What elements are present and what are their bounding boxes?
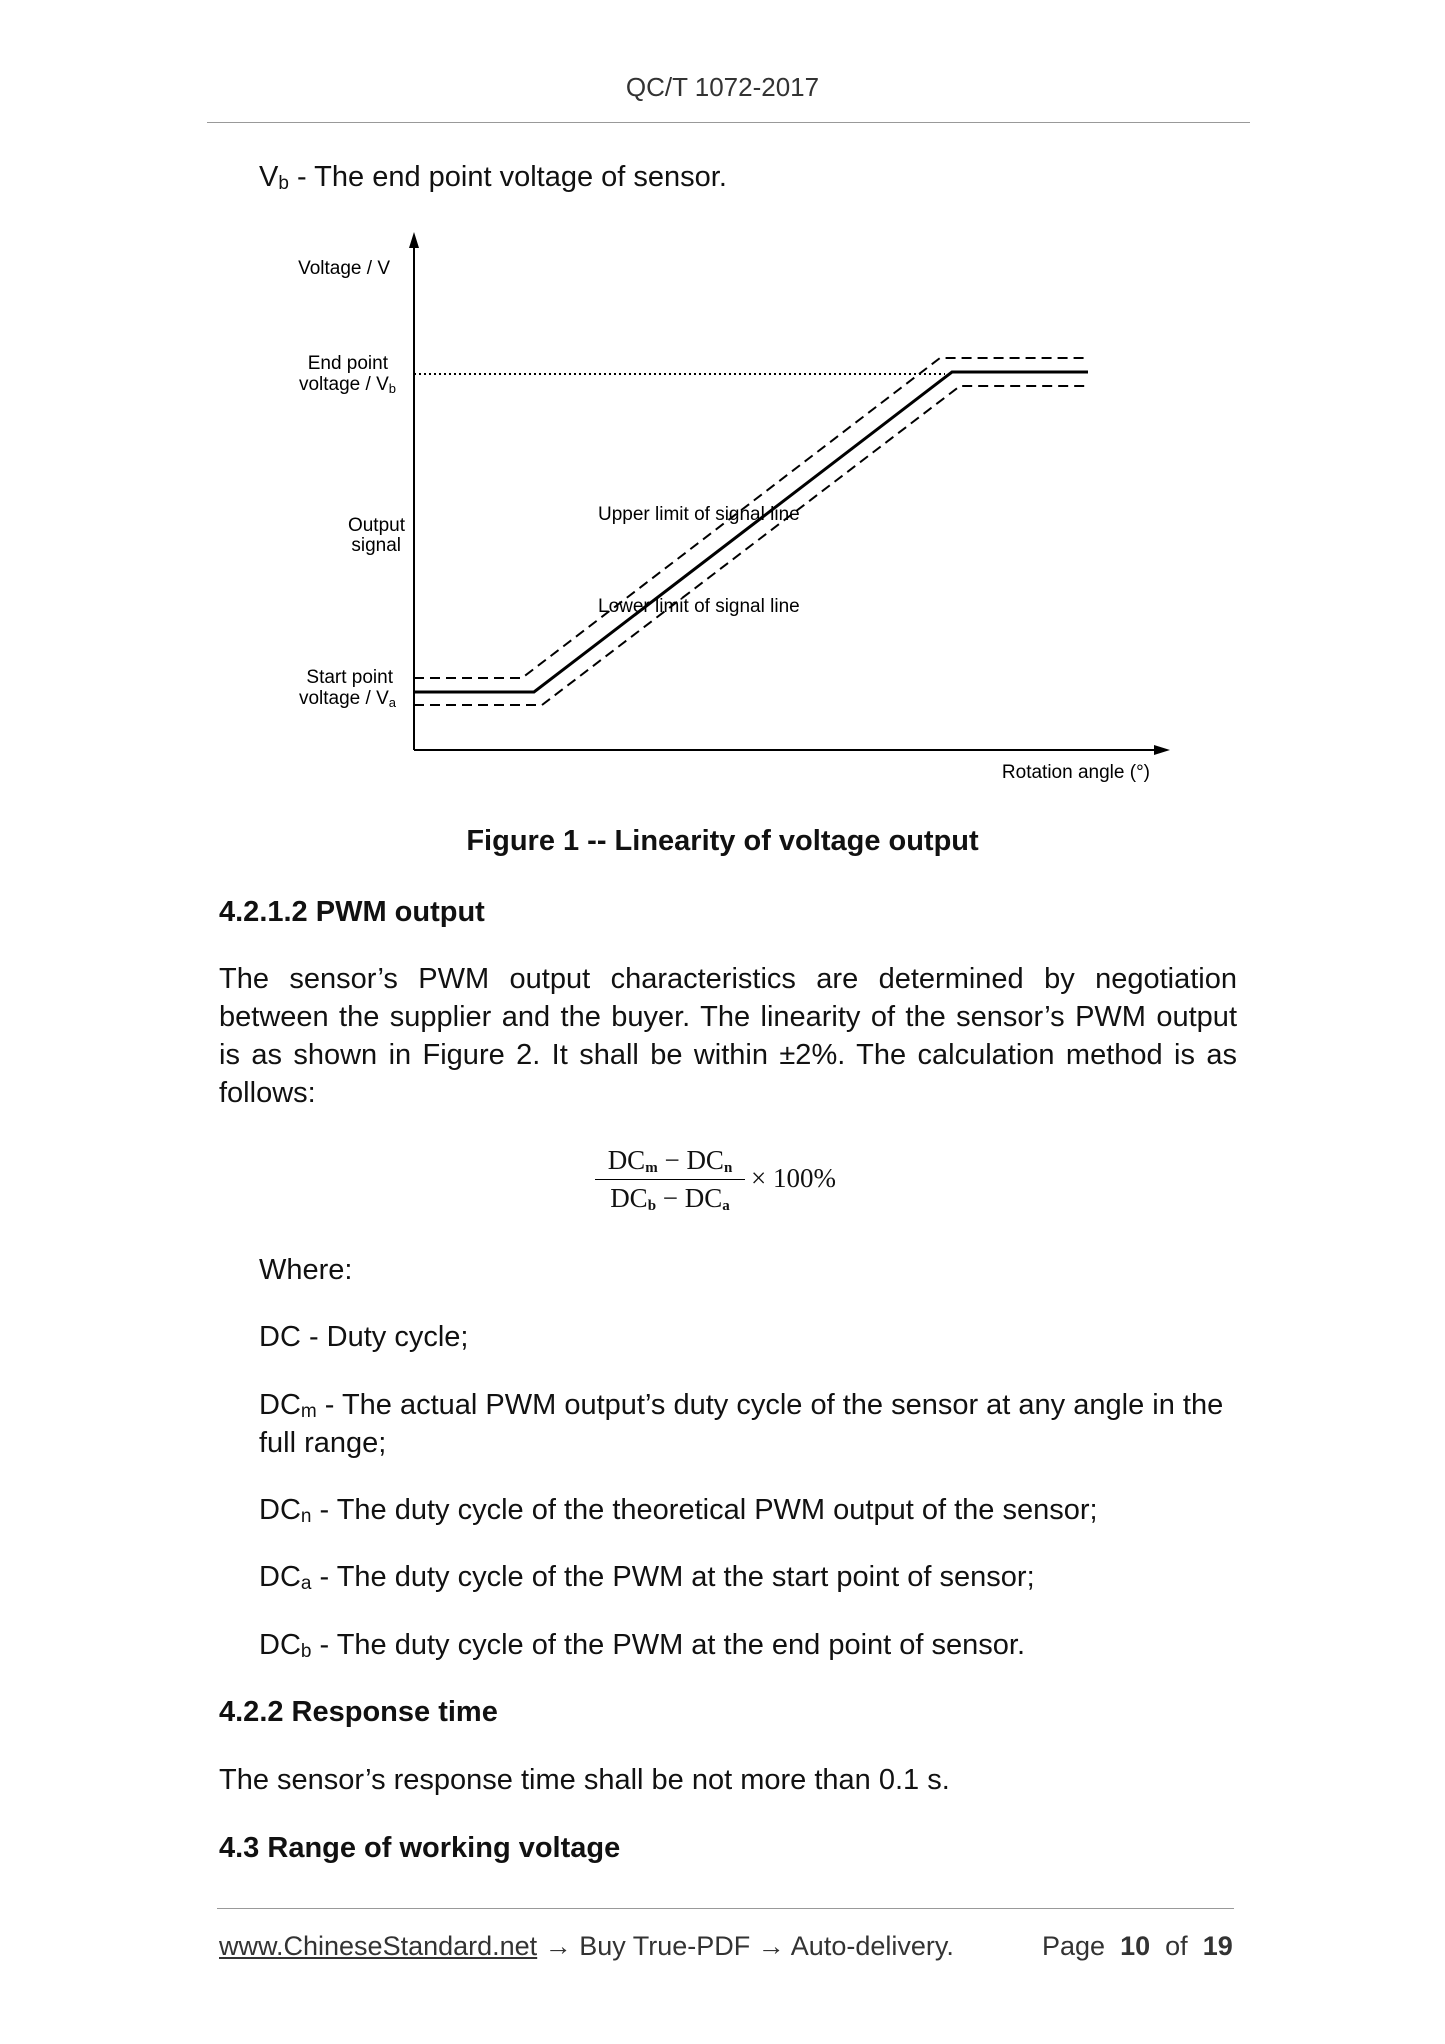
figure-caption: Figure 1 -- Linearity of voltage output <box>466 825 979 857</box>
formula-factor: × 100% <box>751 1163 836 1193</box>
lower-limit-label: Lower limit of signal line <box>598 596 800 617</box>
response-time-paragraph: The sensor’s response time shall be not more than 0.1 s. <box>219 1764 950 1796</box>
chinesestandard-link[interactable]: www.ChineseStandard.net <box>219 1931 538 1961</box>
ideal-signal-line <box>414 372 1088 692</box>
formula-fraction-bar <box>595 1179 745 1180</box>
current-page: 10 <box>1120 1931 1151 1961</box>
lower-limit-line <box>414 386 1090 705</box>
dca-definition: $DC_a$ - The duty cycle of the PWM at the start point of sensor; <box>259 1561 1035 1594</box>
vb-definition: $V_b$ - The end point voltage of sensor. <box>259 161 727 194</box>
buy-true-pdf-text: Buy True-PDF <box>579 1931 751 1961</box>
heading-4-2-1-2: 4.2.1.2 PWM output <box>219 896 485 928</box>
linearity-formula <box>595 1145 865 1213</box>
total-pages: 19 <box>1202 1931 1233 1961</box>
upper-limit-label: Upper limit of signal line <box>598 504 800 525</box>
start-point-label-line1: Start point <box>306 667 393 688</box>
dcm-definition: $DC_m$ - The actual PWM output’s duty cycle of the sensor at any angle in the full range; <box>259 1389 1224 1459</box>
dc-definition: DC - Duty cycle; <box>259 1321 469 1353</box>
heading-4-2-2: 4.2.2 Response time <box>219 1696 498 1728</box>
where-label: Where: <box>259 1254 353 1286</box>
arrow-right-icon: → <box>757 1931 785 1961</box>
end-point-label-line1: End point <box>307 353 388 374</box>
start-point-label-line2: voltage / Va <box>298 688 396 710</box>
pwm-output-paragraph: The sensor’s PWM output characteristics are determined by negotiation between the supplier and the buyer. The linearity of the sensor’s PWM output is as shown in Figure 2. It shall be within ±2%. The calculation method is as follows: <box>219 963 1237 1109</box>
voltage-linearity-figure <box>0 0 1445 820</box>
dcn-definition: $DC_n$ - The duty cycle of the theoretical PWM output of the sensor; <box>259 1494 1098 1527</box>
arrow-right-icon: → <box>544 1931 572 1961</box>
heading-4-3: 4.3 Range of working voltage <box>219 1832 621 1864</box>
footer-divider <box>217 1908 1234 1909</box>
end-point-label-line2: voltage / Vb <box>298 374 396 396</box>
document-id-header: QC/T 1072-2017 <box>625 72 820 102</box>
page-indicator: Page 10 of 19 <box>1042 1931 1233 1961</box>
output-signal-label-line2: signal <box>351 535 401 556</box>
formula-numerator: $DC_m - DC_n$ <box>607 1145 733 1176</box>
y-axis-label: Voltage / V <box>298 258 390 279</box>
output-signal-label-line1: Output <box>347 515 405 536</box>
y-axis-arrow <box>409 232 419 248</box>
x-axis-arrow <box>1154 745 1170 755</box>
formula-denominator: $DC_b - DC_a$ <box>610 1183 730 1214</box>
auto-delivery-text: Auto-delivery. <box>790 1931 954 1961</box>
footer-promo <box>219 1931 954 1962</box>
x-axis-label: Rotation angle (°) <box>1001 762 1150 783</box>
dcb-definition: $DC_b$ - The duty cycle of the PWM at the end point of sensor. <box>259 1629 1026 1662</box>
